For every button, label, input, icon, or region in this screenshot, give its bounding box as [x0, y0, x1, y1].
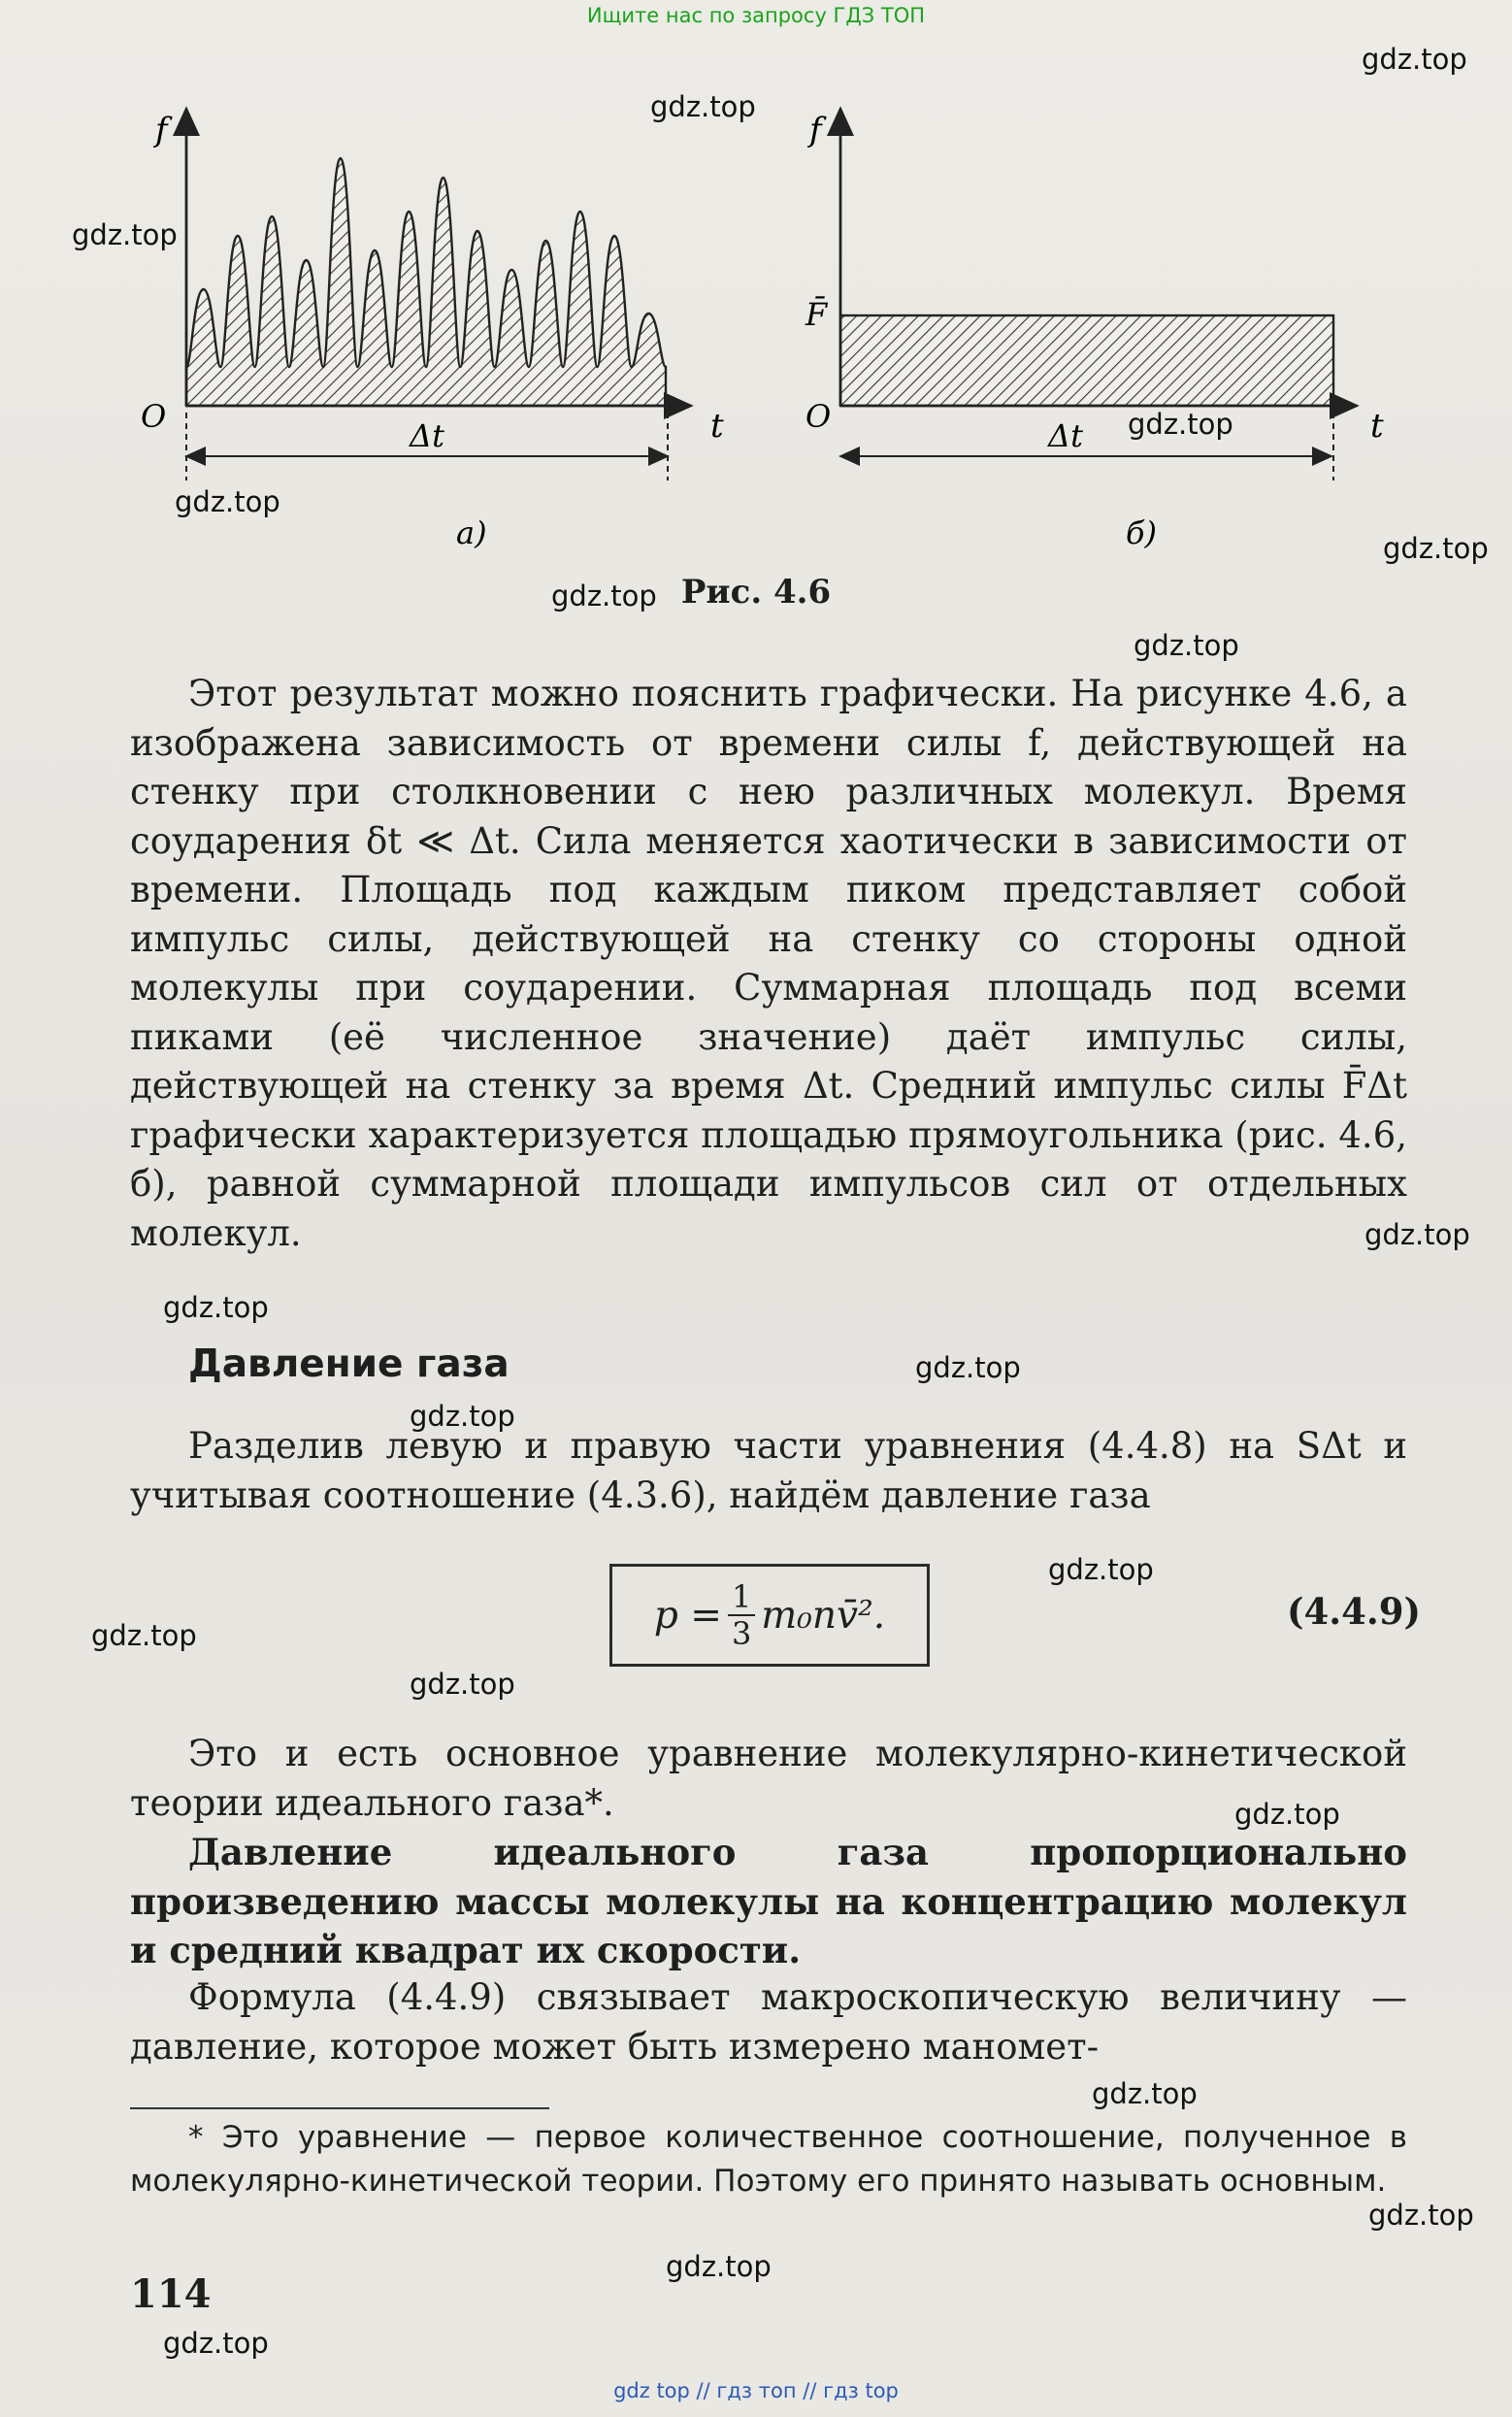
paragraph-statement: Давление идеального газа пропорционально произведению массы молекулы на концентрацию молекул и средний квадрат их скорости.	[130, 1831, 1407, 1971]
watermark[interactable]: gdz.top	[1128, 408, 1233, 441]
bottom-banner[interactable]: gdz top // гдз топ // гдз top	[613, 2379, 899, 2402]
paragraph-basic-equation: Это и есть основное уравнение молекулярно-кинетической теории идеального газа*.	[130, 1733, 1407, 1824]
panel-a-interval: Δt	[410, 417, 444, 454]
watermark[interactable]: gdz.top	[175, 485, 280, 518]
footnote-rule	[130, 2107, 549, 2109]
formula-fraction	[728, 1579, 755, 1651]
force-peaks-area	[186, 158, 666, 406]
watermark[interactable]: gdz.top	[1048, 1553, 1154, 1586]
watermark[interactable]: gdz.top	[650, 90, 756, 123]
panel-b-graph	[805, 109, 1384, 551]
figure-svg	[136, 97, 1397, 563]
panel-a-y-label: f	[155, 111, 168, 149]
section-heading: Давление газа	[188, 1342, 509, 1386]
panel-a-origin: O	[141, 398, 167, 435]
panel-b-interval: Δt	[1048, 417, 1083, 454]
watermark[interactable]: gdz.top	[72, 218, 178, 251]
panel-a-x-label: t	[710, 407, 724, 446]
formula-box	[609, 1564, 930, 1667]
formula-numerator: 1	[728, 1579, 755, 1616]
paragraph-derivation: Разделив левую и правую части уравнения (4.4.8) на SΔt и учитывая соотношение (4.3.6), найдём давление газа	[130, 1425, 1407, 1516]
watermark[interactable]: gdz.top	[551, 579, 657, 613]
watermark[interactable]: gdz.top	[1234, 1798, 1340, 1831]
panel-b-y-label: f	[809, 111, 822, 149]
paragraph-formula-meaning: Формула (4.4.9) связывает макроскопическую величину — давление, которое может быть измерено маномет-	[130, 1976, 1407, 2068]
panel-a-label: а)	[456, 514, 487, 551]
equation-number: (4.4.9)	[1287, 1590, 1422, 1633]
figure-caption: Рис. 4.6	[680, 573, 832, 612]
panel-b-mean-force: F̄	[805, 296, 828, 333]
watermark[interactable]: gdz.top	[163, 2327, 269, 2360]
panel-b-origin: O	[805, 398, 832, 435]
watermark[interactable]: gdz.top	[410, 1668, 515, 1701]
watermark[interactable]: gdz.top	[1362, 43, 1467, 76]
top-banner[interactable]: Ищите нас по запросу ГДЗ ТОП	[586, 4, 926, 27]
panel-b-label: б)	[1126, 514, 1158, 551]
watermark[interactable]: gdz.top	[1092, 2077, 1198, 2110]
watermark[interactable]: gdz.top	[1383, 532, 1489, 565]
figure-4-6	[136, 97, 1397, 567]
watermark[interactable]: gdz.top	[915, 1351, 1021, 1384]
paragraph-explanation: Этот результат можно пояснить графически. На рисунке 4.6, а изображена зависимость от времени силы f, действующей на стенку при столкновении с нею различных молекул. Время соударения δt ≪ Δt. Сила меняется хаотически в зависимости от времени. Площадь под каждым пиком представляет собой импульс силы, действующей на стенку со стороны одной молекулы при соударении. Суммарная площадь под всеми пиками (её численное значение) даёт импульс силы, действующей на стенку за время Δt. Средний импульс силы F̄Δt графически характеризуется площадью прямоугольника (рис. 4.6, б), равной суммарной площади импульсов сил от отдельных молекул.	[130, 673, 1407, 1254]
watermark[interactable]: gdz.top	[410, 1400, 515, 1433]
watermark[interactable]: gdz.top	[1134, 629, 1239, 662]
pressure-formula	[612, 1567, 927, 1664]
formula-rhs: m₀nv̄².	[761, 1593, 886, 1638]
watermark[interactable]: gdz.top	[91, 1619, 197, 1652]
watermark[interactable]: gdz.top	[163, 1291, 269, 1324]
mean-force-rectangle	[840, 315, 1333, 406]
watermark[interactable]: gdz.top	[1364, 1218, 1470, 1251]
watermark[interactable]: gdz.top	[666, 2250, 772, 2283]
footnote: * Это уравнение — первое количественное соотношение, полученное в молекулярно-кинетической теории. Поэтому его принято называть основным.	[130, 2120, 1407, 2199]
page-number: 114	[130, 2271, 212, 2317]
formula-lhs: p =	[653, 1593, 722, 1638]
formula-denominator: 3	[731, 1615, 752, 1652]
panel-b-x-label: t	[1370, 407, 1384, 446]
watermark[interactable]: gdz.top	[1368, 2199, 1474, 2232]
